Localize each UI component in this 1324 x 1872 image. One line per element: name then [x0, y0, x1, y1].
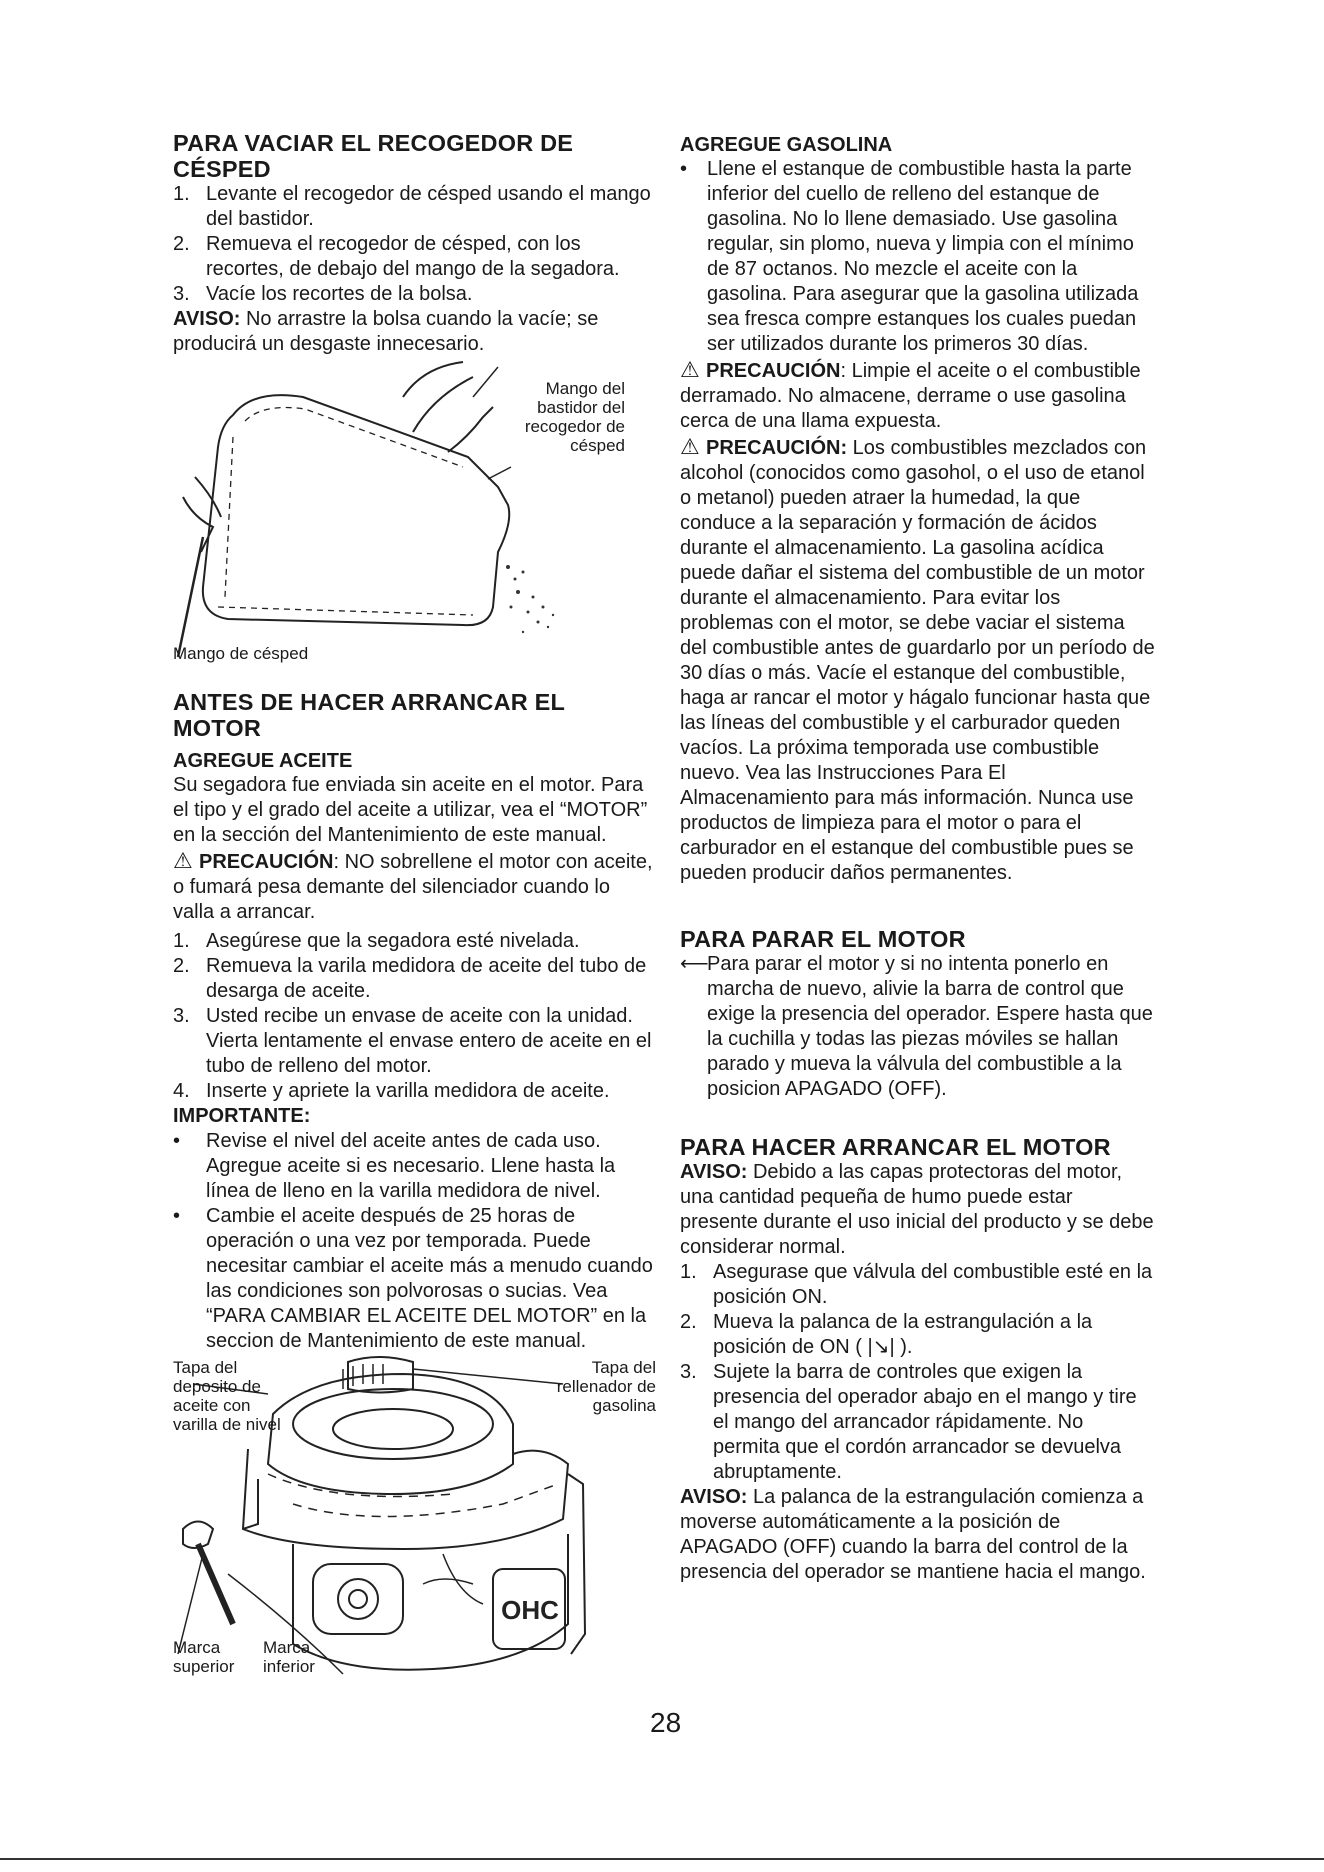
- label-lower-mark: Marca inferior: [263, 1638, 315, 1676]
- caution-paragraph: ⚠ PRECAUCIÓN: NO sobrellene el motor con aceite, o fumará pesa demante del silenciador cuando lo valla a arrancar.: [173, 848, 653, 923]
- section-title-before-starting: ANTES DE HACER ARRANCAR EL MOTOR: [173, 689, 565, 741]
- engine-figure: [173, 1354, 656, 1684]
- bullet-dot: •: [680, 158, 688, 180]
- list-item: 3. Sujete la barra de controles que exigen la presencia del operador abajo en el mango y tire el mango del arrancador rápidamente. No permita que el cordón arrancador se devuelva abruptamente.: [680, 1361, 1137, 1483]
- gas-bullets: [680, 157, 1155, 357]
- section-title-empty-bag: PARA VACIAR EL RECOGEDOR DE CÉSPED: [173, 130, 574, 182]
- engine-badge: OHC: [501, 1595, 559, 1625]
- oil-intro-paragraph: Su segadora fue enviada sin aceite en el motor. Para el tipo y el grado del aceite a utilizar, vea el “MOTOR” en la sección del Mantenimiento de este manual.: [173, 774, 648, 846]
- label-oil-cap: Tapa del deposito de aceite con varilla de nivel: [173, 1358, 281, 1434]
- section-title-start-engine: PARA HACER ARRANCAR EL MOTOR: [680, 1134, 1111, 1160]
- warning-triangle-icon: ⚠: [680, 434, 700, 459]
- start-steps: [680, 1260, 1155, 1485]
- label-catcher-frame-handle: Mango del bastidor del recogedor de césped: [524, 379, 625, 455]
- list-item: 3. Usted recibe un envase de aceite con la unidad. Vierta lentamente el envase entero de aceite en el tubo de relleno del motor.: [173, 1005, 652, 1077]
- important-bullets: [173, 1129, 656, 1354]
- subsection-title-add-oil: AGREGUE ACEITE: [173, 750, 353, 772]
- notice-choke-paragraph: AVISO: La palanca de la estrangulación comienza a moverse automáticamente a la posición de APAGADO (OFF) cuando la barra del control de la presencia del operador se mantiene hacia el mango.: [680, 1486, 1146, 1583]
- notice-paragraph: AVISO: Debido a las capas protectoras del motor, una cantidad pequeña de humo puede estar presente durante el uso inicial del producto y se debe considerar normal.: [680, 1161, 1154, 1258]
- important-label: IMPORTANTE:: [173, 1105, 311, 1127]
- list-item: 1. Levante el recogedor de césped usando el mango del bastidor.: [173, 183, 651, 230]
- empty-bag-steps: [173, 182, 656, 307]
- section-title-stop-engine: PARA PARAR EL MOTOR: [680, 926, 966, 952]
- left-column: [173, 130, 656, 1684]
- subsection-title-add-gas: AGREGUE GASOLINA: [680, 134, 893, 156]
- list-item: 1. Asegúrese que la segadora esté nivelada.: [173, 930, 580, 952]
- warning-triangle-icon: ⚠: [173, 848, 193, 873]
- arrow-left-icon: ⟵: [680, 953, 709, 975]
- label-fuel-cap: Tapa del rellenador de gasolina: [556, 1358, 656, 1415]
- stop-bullets: [680, 952, 1155, 1102]
- list-item: 2. Mueva la palanca de la estrangulación a la posición de ON ( |↘| ).: [680, 1311, 1093, 1358]
- notice-paragraph: AVISO: No arrastre la bolsa cuando la vacíe; se producirá un desgaste innecesario.: [173, 308, 599, 355]
- label-grass-handle: Mango de césped: [173, 644, 309, 663]
- list-item: • Revise el nivel del aceite antes de cada uso. Agregue aceite si es necesario. Llene hasta la línea de lleno en la varilla medidora de nivel.: [173, 1130, 616, 1202]
- bottom-rule: [0, 1858, 1324, 1860]
- label-upper-mark: Marca superior: [173, 1638, 235, 1676]
- list-item: 4. Inserte y apriete la varilla medidora de aceite.: [173, 1080, 610, 1102]
- grass-catcher-figure: [173, 357, 656, 667]
- list-item: • Llene el estanque de combustible hasta la parte inferior del cuello de relleno del estanque de gasolina. No lo llene demasiado. Use gasolina regular, sin plomo, nueva y limpia con el mínimo de 87 octanos. No mezcle el aceite con la gasolina. Para asegurar que la gasolina utilizada sea fresca compre estanques los cuales puedan ser utilizados durante los primeros 30 días.: [680, 158, 1139, 355]
- caution-alcohol-paragraph: ⚠ PRECAUCIÓN: Los combustibles mezclados con alcohol (conocidos como gasohol, o el uso de etanol o metanol) pueden atraer la humedad, la que conduce a la separación y formación de ácidos durante el almacenamiento. La gasolina acídica puede dañar el sistema del combustible de un motor durante el almacenamiento. Para evitar los problemas con el motor, se debe vaciar el sistema del combustible antes de guardarlo por un período de 30 días o más. Vacíe el estanque del combustible, haga ar rancar el motor y hágalo funcionar hasta que las líneas del combustible y el carburador queden vacíos. La próxima temporada use combustible nuevo. Vea las Instrucciones Para El Almacenamiento para más información. Nunca use productos de limpieza para el motor o para el carburador en el estanque del combustible pues se pueden producir daños permanentes.: [680, 434, 1155, 884]
- right-column: [680, 130, 1155, 1585]
- list-item: 2. Remueva el recogedor de césped, con los recortes, de debajo del mango de la segadora.: [173, 233, 620, 280]
- list-item: 2. Remueva la varila medidora de aceite del tubo de desarga de aceite.: [173, 955, 647, 1002]
- add-oil-steps: [173, 929, 656, 1104]
- list-item: 3. Vacíe los recortes de la bolsa.: [173, 283, 473, 305]
- page-number: 28: [650, 1707, 682, 1738]
- warning-triangle-icon: ⚠: [680, 357, 700, 382]
- list-item: 1. Asegurase que válvula del combustible esté en la posición ON.: [680, 1261, 1153, 1308]
- caution-spill-paragraph: ⚠ PRECAUCIÓN: Limpie el aceite o el combustible derramado. No almacene, derrame o use gasolina cerca de una llama expuesta.: [680, 357, 1141, 432]
- list-item: • Cambie el aceite después de 25 horas de operación o una vez por temporada. Puede necesitar cambiar el aceite más a menudo cuando las condiciones son polvorosas o sucias. Vea “PARA CAMBIAR EL ACEITE DEL MOTOR” en la seccion de Mantenimiento de este manual.: [173, 1205, 653, 1352]
- list-item: ⟵ Para parar el motor y si no intenta ponerlo en marcha de nuevo, alivie la barra de control que exige la presencia del operador. Espere hasta que la cuchilla y todas las piezas móviles se hallan parado y mueva la válvula del combustible a la posicion APAGADO (OFF).: [680, 953, 1153, 1100]
